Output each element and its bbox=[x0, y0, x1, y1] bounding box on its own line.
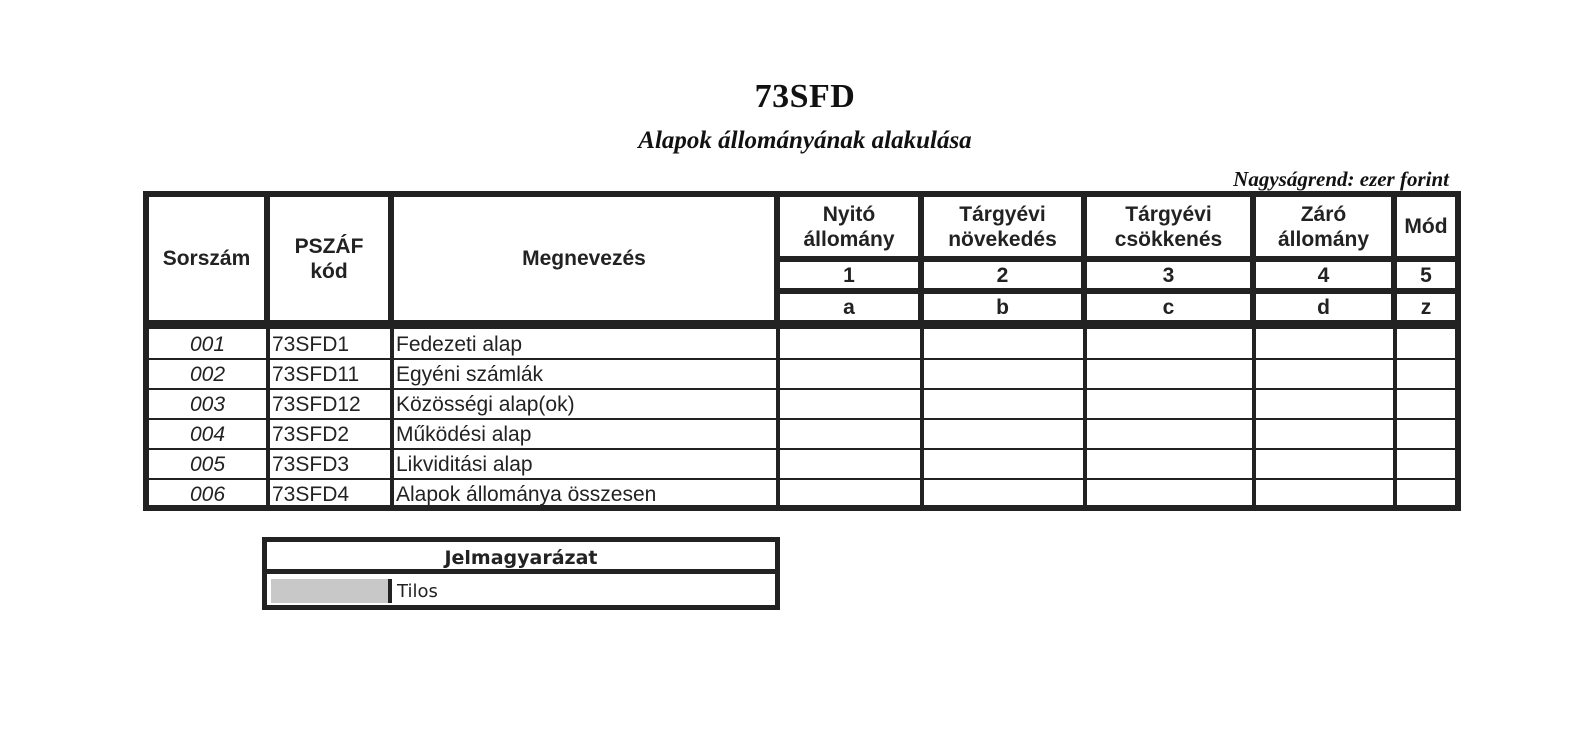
header-col-zaro bbox=[1253, 197, 1394, 259]
header-col-number bbox=[1084, 259, 1253, 291]
row-code bbox=[270, 361, 390, 389]
header-kod-label: kód bbox=[310, 259, 348, 283]
row-code-value: 73SFD3 bbox=[272, 453, 350, 476]
header-col-letter bbox=[921, 291, 1084, 323]
row-code-value: 73SFD11 bbox=[272, 363, 360, 386]
header-sorszam-label: Sorszám bbox=[162, 247, 251, 270]
header-divider bbox=[149, 323, 1455, 329]
header-pszaf-kod bbox=[267, 197, 391, 323]
legend-label-tilos: Tilos bbox=[397, 581, 438, 602]
row-code bbox=[270, 451, 390, 479]
row-sequence-value: 005 bbox=[189, 453, 226, 476]
row-code bbox=[270, 391, 390, 419]
header-col-novekedes bbox=[921, 197, 1084, 259]
row-name-value: Közösségi alap(ok) bbox=[396, 393, 575, 416]
header-col-label: Tárgyévi bbox=[959, 202, 1046, 226]
page-title: 73SFD bbox=[754, 78, 856, 115]
header-col-label: Tárgyévi bbox=[1125, 202, 1212, 226]
col-letter: z bbox=[1420, 295, 1432, 319]
row-sequence-value: 001 bbox=[189, 333, 226, 356]
row-sequence-value: 004 bbox=[189, 423, 226, 446]
row-sequence bbox=[149, 361, 266, 389]
row-sequence-value: 002 bbox=[189, 363, 226, 386]
header-col-label: csökkenés bbox=[1114, 227, 1223, 251]
row-code-value: 73SFD1 bbox=[272, 333, 350, 356]
row-name-value: Működési alap bbox=[396, 423, 532, 446]
header-megnevezes-label: Megnevezés bbox=[522, 247, 646, 270]
row-code bbox=[270, 421, 390, 449]
row-sequence-value: 003 bbox=[189, 393, 226, 416]
row-name bbox=[394, 331, 776, 359]
header-col-label: Mód bbox=[1404, 215, 1448, 238]
header-col-label: növekedés bbox=[948, 227, 1057, 251]
col-letter: b bbox=[996, 295, 1009, 319]
header-col-label: állomány bbox=[803, 227, 895, 251]
row-sequence bbox=[149, 451, 266, 479]
row-sequence-value: 006 bbox=[189, 483, 226, 506]
header-col-label: Záró bbox=[1300, 202, 1347, 226]
header-col-nyito bbox=[777, 197, 921, 259]
row-name-value: Fedezeti alap bbox=[396, 333, 523, 356]
row-name bbox=[394, 481, 776, 509]
header-col-number bbox=[921, 259, 1084, 291]
header-col-csokkenes bbox=[1084, 197, 1253, 259]
row-name-value: Likviditási alap bbox=[396, 453, 533, 476]
header-col-letter bbox=[1084, 291, 1253, 323]
row-sequence bbox=[149, 331, 266, 359]
row-sequence bbox=[149, 391, 266, 419]
legend-swatch-tilos bbox=[271, 579, 392, 603]
header-col-letter bbox=[1394, 291, 1455, 323]
col-letter: a bbox=[843, 295, 855, 319]
page-subtitle: Alapok állományának alakulása bbox=[638, 127, 972, 154]
header-col-number bbox=[1253, 259, 1394, 291]
col-letter: d bbox=[1317, 295, 1330, 319]
header-col-label: Nyitó bbox=[822, 202, 876, 226]
row-code bbox=[270, 331, 390, 359]
row-name-value: Egyéni számlák bbox=[396, 363, 544, 386]
row-code-value: 73SFD12 bbox=[272, 393, 361, 416]
row-code-value: 73SFD2 bbox=[272, 423, 350, 446]
col-number: 2 bbox=[996, 263, 1009, 287]
col-number: 5 bbox=[1420, 263, 1432, 287]
col-number: 1 bbox=[843, 263, 855, 287]
legend-box bbox=[262, 537, 780, 610]
header-sorszam bbox=[149, 197, 267, 323]
header-col-letter bbox=[1253, 291, 1394, 323]
row-code bbox=[270, 481, 390, 509]
legend-title: Jelmagyarázat bbox=[267, 542, 775, 574]
report-table bbox=[143, 191, 1461, 511]
col-letter: c bbox=[1162, 295, 1175, 319]
col-number: 3 bbox=[1162, 263, 1175, 287]
header-pszaf-label: PSZÁF bbox=[294, 234, 364, 258]
row-sequence bbox=[149, 481, 266, 509]
header-col-letter bbox=[777, 291, 921, 323]
row-name bbox=[394, 361, 776, 389]
row-name bbox=[394, 391, 776, 419]
unit-note: Nagyságrend: ezer forint bbox=[1233, 167, 1449, 191]
header-col-number bbox=[777, 259, 921, 291]
header-col-mod bbox=[1394, 197, 1455, 259]
col-number: 4 bbox=[1317, 263, 1330, 287]
header-megnevezes bbox=[391, 197, 777, 323]
row-name-value: Alapok állománya összesen bbox=[396, 483, 657, 506]
row-code-value: 73SFD4 bbox=[272, 483, 350, 506]
header-col-label: állomány bbox=[1277, 227, 1370, 251]
row-sequence bbox=[149, 421, 266, 449]
header-col-number bbox=[1394, 259, 1455, 291]
row-name bbox=[394, 421, 776, 449]
row-name bbox=[394, 451, 776, 479]
